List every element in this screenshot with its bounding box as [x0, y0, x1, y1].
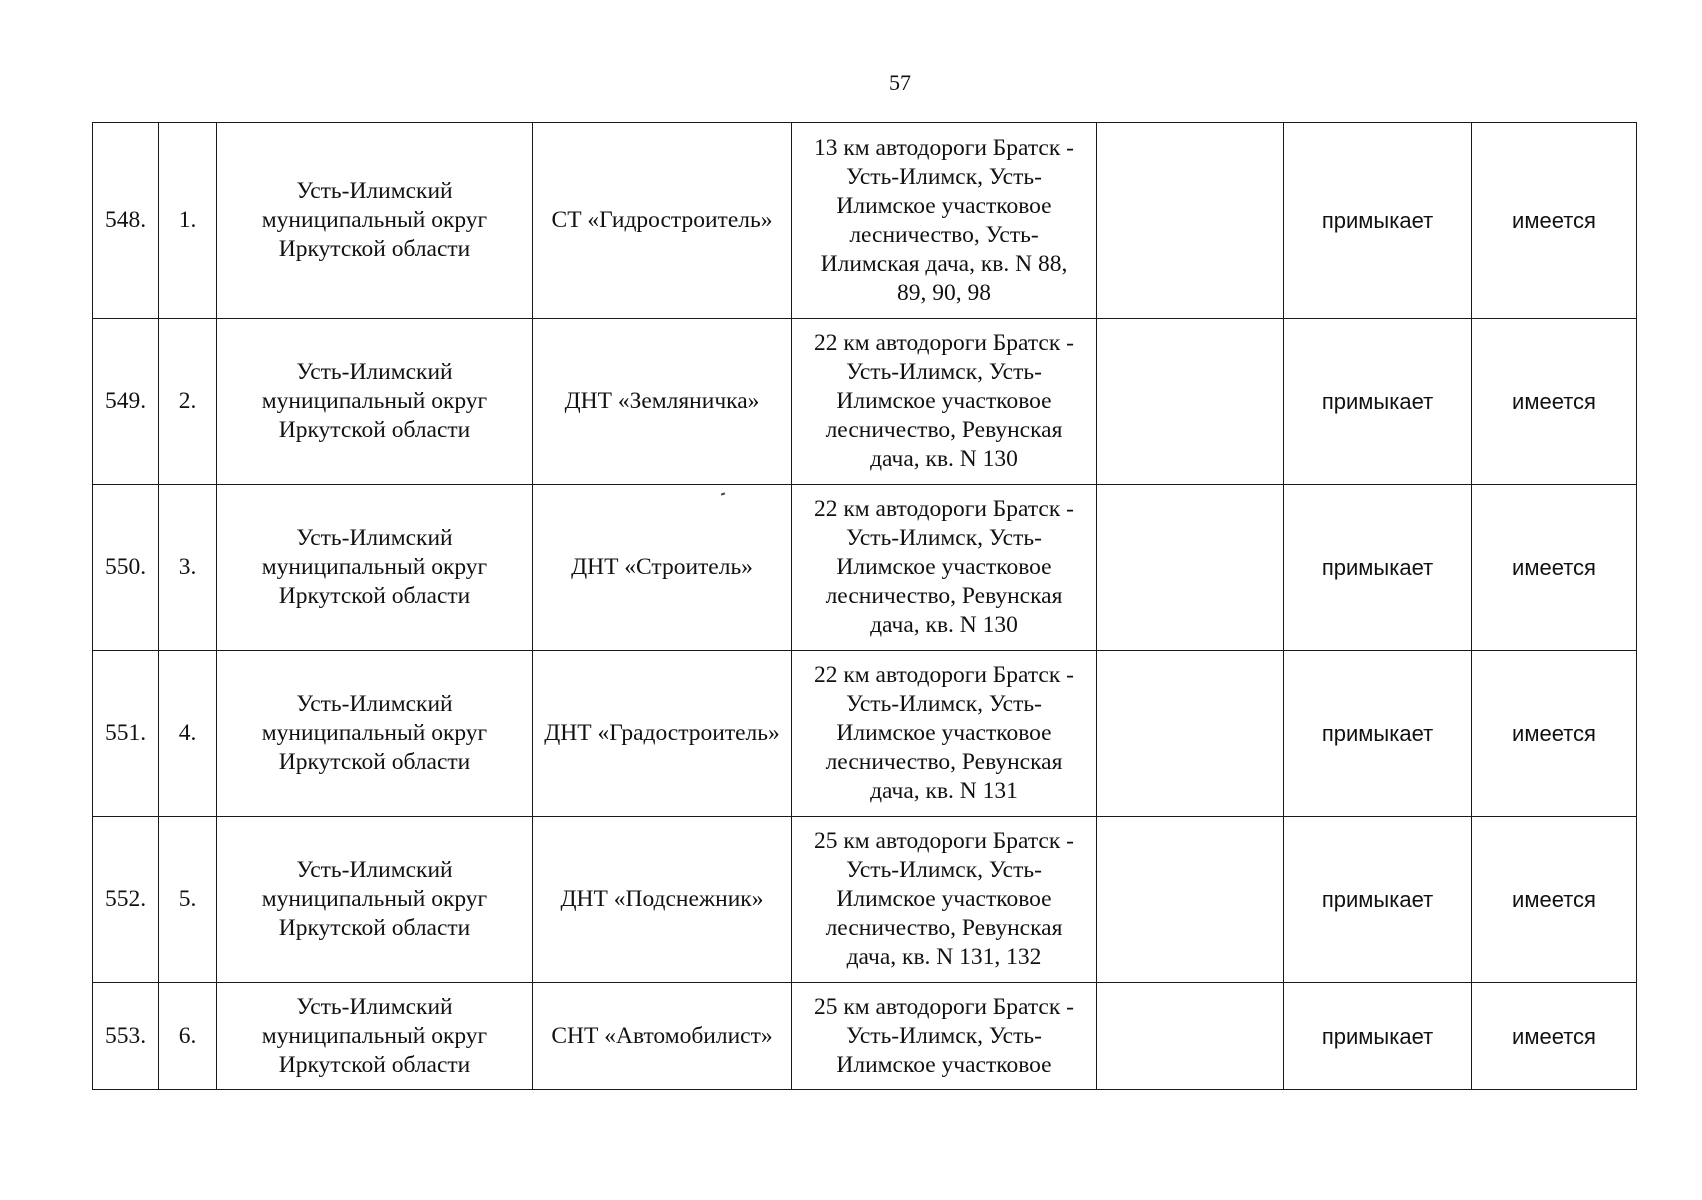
empty-cell — [1097, 123, 1284, 319]
status-cell: примыкает — [1284, 123, 1472, 319]
table-row — [93, 817, 1637, 983]
row-number: 551. — [93, 651, 159, 817]
empty-cell — [1097, 817, 1284, 983]
district-cell: Усть-Илимский муниципальный округ Иркутской области — [217, 817, 533, 983]
row-number: 553. — [93, 983, 159, 1090]
district-cell: Усть-Илимский муниципальный округ Иркутской области — [217, 651, 533, 817]
object-name-cell: СТ «Гидростроитель» — [533, 123, 792, 319]
location-cell: 25 км автодороги Братск - Усть-Илимск, Усть- Илимское участковое — [792, 983, 1097, 1090]
district-cell: Усть-Илимский муниципальный округ Иркутской области — [217, 983, 533, 1090]
status-cell: примыкает — [1284, 817, 1472, 983]
location-cell: 25 км автодороги Братск - Усть-Илимск, Усть- Илимское участковое лесничество, Ревунская дача, кв. N 131, 132 — [792, 817, 1097, 983]
location-cell: 22 км автодороги Братск - Усть-Илимск, Усть- Илимское участковое лесничество, Ревунская дача, кв. N 130 — [792, 485, 1097, 651]
availability-cell: имеется — [1472, 983, 1637, 1090]
status-cell: примыкает — [1284, 319, 1472, 485]
row-subnumber: 2. — [159, 319, 217, 485]
object-name-cell: ДНТ «Подснежник» — [533, 817, 792, 983]
status-cell: примыкает — [1284, 983, 1472, 1090]
status-cell: примыкает — [1284, 651, 1472, 817]
table-row — [93, 485, 1637, 651]
row-number: 552. — [93, 817, 159, 983]
object-name-cell: СНТ «Автомобилист» — [533, 983, 792, 1090]
row-subnumber: 5. — [159, 817, 217, 983]
status-cell: примыкает — [1284, 485, 1472, 651]
row-number: 549. — [93, 319, 159, 485]
availability-cell: имеется — [1472, 319, 1637, 485]
empty-cell — [1097, 651, 1284, 817]
object-name-cell: ДНТ «Строитель» — [533, 485, 792, 651]
table-row — [93, 123, 1637, 319]
availability-cell: имеется — [1472, 123, 1637, 319]
row-subnumber: 3. — [159, 485, 217, 651]
row-number: 550. — [93, 485, 159, 651]
object-name-cell: ДНТ «Земляничка» — [533, 319, 792, 485]
empty-cell — [1097, 485, 1284, 651]
district-cell: Усть-Илимский муниципальный округ Иркутской области — [217, 485, 533, 651]
document-table — [92, 122, 1637, 1090]
table-row — [93, 651, 1637, 817]
empty-cell — [1097, 983, 1284, 1090]
table-row — [93, 983, 1637, 1090]
location-cell: 13 км автодороги Братск - Усть-Илимск, Усть- Илимское участковое лесничество, Усть- Илимская дача, кв. N 88, 89, 90, 98 — [792, 123, 1097, 319]
table-row — [93, 319, 1637, 485]
row-subnumber: 6. — [159, 983, 217, 1090]
availability-cell: имеется — [1472, 651, 1637, 817]
location-cell: 22 км автодороги Братск - Усть-Илимск, Усть- Илимское участковое лесничество, Ревунская дача, кв. N 130 — [792, 319, 1097, 485]
empty-cell — [1097, 319, 1284, 485]
row-subnumber: 1. — [159, 123, 217, 319]
availability-cell: имеется — [1472, 485, 1637, 651]
page-number: 57 — [889, 70, 911, 95]
district-cell: Усть-Илимский муниципальный округ Иркутской области — [217, 319, 533, 485]
row-subnumber: 4. — [159, 651, 217, 817]
availability-cell: имеется — [1472, 817, 1637, 983]
location-cell: 22 км автодороги Братск - Усть-Илимск, Усть- Илимское участковое лесничество, Ревунская дача, кв. N 131 — [792, 651, 1097, 817]
district-cell: Усть-Илимский муниципальный округ Иркутской области — [217, 123, 533, 319]
object-name-cell: ДНТ «Градостроитель» — [533, 651, 792, 817]
row-number: 548. — [93, 123, 159, 319]
